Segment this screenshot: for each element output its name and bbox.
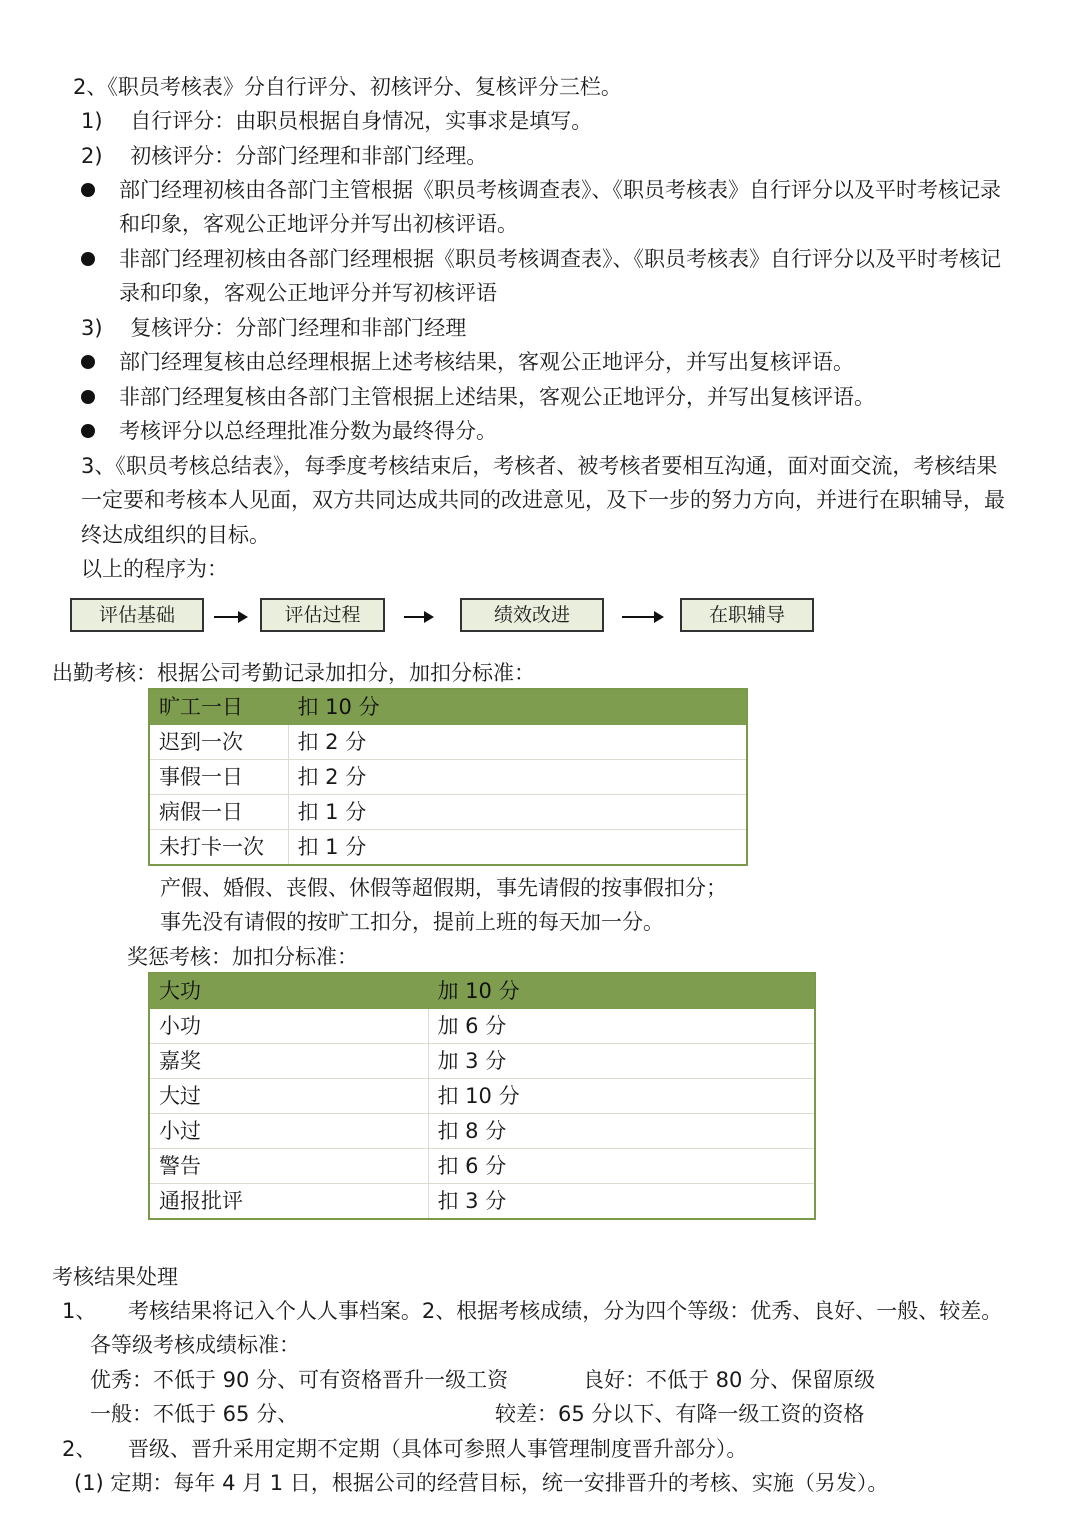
table-row bbox=[149, 760, 747, 795]
table-cell: 大过 bbox=[149, 1079, 428, 1114]
table-cell: 未打卡一次 bbox=[149, 830, 288, 866]
bullet2-line2: 录和印象，客观公正地评分并写初核评语 bbox=[119, 281, 497, 305]
table-cell: 小过 bbox=[149, 1114, 428, 1149]
table-cell: 扣 6 分 bbox=[428, 1149, 815, 1184]
table-cell: 病假一日 bbox=[149, 795, 288, 830]
table-cell: 加 3 分 bbox=[428, 1044, 815, 1079]
results-line6: (1) 定期：每年 4 月 1 日，根据公司的经营目标，统一安排晋升的考核、实施（另发）。 bbox=[74, 1471, 889, 1495]
reward-title: 奖惩考核：加扣分标准： bbox=[127, 945, 358, 969]
table-cell: 扣 2 分 bbox=[288, 725, 747, 760]
bullet-icon bbox=[81, 252, 95, 266]
arrow-right-icon bbox=[622, 616, 656, 618]
procedure-label: 以上的程序为： bbox=[81, 557, 228, 581]
grade-good: 良好：不低于 80 分、保留原级 bbox=[583, 1368, 876, 1392]
table-cell: 扣 10 分 bbox=[288, 689, 747, 725]
reward-table bbox=[148, 972, 816, 1220]
results-line5: 2、 晋级、晋升采用定期不定期（具体可参照人事管理制度晋升部分）。 bbox=[62, 1437, 748, 1461]
grade-poor: 较差：65 分以下、有降一级工资的资格 bbox=[495, 1402, 865, 1426]
table-cell: 扣 1 分 bbox=[288, 795, 747, 830]
section2-item-3: 3) 复核评分：分部门经理和非部门经理 bbox=[81, 316, 467, 340]
table-cell: 加 6 分 bbox=[428, 1009, 815, 1044]
table-cell: 扣 2 分 bbox=[288, 760, 747, 795]
section3-line3: 终达成组织的目标。 bbox=[81, 523, 270, 547]
flow-step-4: 在职辅导 bbox=[680, 598, 814, 632]
table-row bbox=[149, 1079, 815, 1114]
table-cell: 大功 bbox=[149, 973, 428, 1009]
section2-title: 2、《职员考核表》分自行评分、初核评分、复核评分三栏。 bbox=[73, 75, 622, 99]
table-row bbox=[149, 1149, 815, 1184]
table-row bbox=[149, 795, 747, 830]
results-title: 考核结果处理 bbox=[52, 1265, 178, 1289]
table-cell: 事假一日 bbox=[149, 760, 288, 795]
table-row bbox=[149, 1009, 815, 1044]
bullet2-line1: 非部门经理初核由各部门经理根据《职员考核调查表》、《职员考核表》自行评分以及平时考核记 bbox=[119, 247, 1001, 271]
arrow-right-icon bbox=[404, 616, 426, 618]
table-cell: 加 10 分 bbox=[428, 973, 815, 1009]
attendance-title: 出勤考核：根据公司考勤记录加扣分，加扣分标准： bbox=[52, 661, 535, 685]
flow-step-3: 绩效改进 bbox=[460, 598, 604, 632]
table-row bbox=[149, 725, 747, 760]
bullet1-line2: 和印象，客观公正地评分并写出初核评语。 bbox=[119, 212, 518, 236]
table-cell: 扣 3 分 bbox=[428, 1184, 815, 1220]
section3-line1: 3、《职员考核总结表》，每季度考核结束后，考核者、被考核者要相互沟通，面对面交流，考核结果 bbox=[81, 454, 998, 478]
attendance-table bbox=[148, 688, 748, 866]
table-cell: 迟到一次 bbox=[149, 725, 288, 760]
bullet3: 部门经理复核由总经理根据上述考核结果，客观公正地评分，并写出复核评语。 bbox=[119, 350, 854, 374]
table-row bbox=[149, 1184, 815, 1220]
table-row bbox=[149, 689, 747, 725]
table-cell: 嘉奖 bbox=[149, 1044, 428, 1079]
bullet1-line1: 部门经理初核由各部门主管根据《职员考核调查表》、《职员考核表》自行评分以及平时考核记录 bbox=[119, 178, 1001, 202]
attendance-note-1: 产假、婚假、丧假、休假等超假期，事先请假的按事假扣分； bbox=[160, 876, 727, 900]
attendance-note-2: 事先没有请假的按旷工扣分，提前上班的每天加一分。 bbox=[160, 910, 664, 934]
table-cell: 旷工一日 bbox=[149, 689, 288, 725]
grade-excellent: 优秀：不低于 90 分、可有资格晋升一级工资 bbox=[90, 1368, 509, 1392]
flow-step-2: 评估过程 bbox=[260, 598, 385, 632]
bullet5: 考核评分以总经理批准分数为最终得分。 bbox=[119, 419, 497, 443]
bullet-icon bbox=[81, 424, 95, 438]
flow-step-1: 评估基础 bbox=[70, 598, 204, 632]
table-row bbox=[149, 1044, 815, 1079]
bullet4: 非部门经理复核由各部门主管根据上述结果，客观公正地评分，并写出复核评语。 bbox=[119, 385, 875, 409]
table-row bbox=[149, 973, 815, 1009]
table-cell: 警告 bbox=[149, 1149, 428, 1184]
bullet-icon bbox=[81, 390, 95, 404]
table-cell: 通报批评 bbox=[149, 1184, 428, 1220]
section2-item-2: 2) 初核评分：分部门经理和非部门经理。 bbox=[81, 144, 488, 168]
arrow-right-icon bbox=[214, 616, 240, 618]
results-line1: 1、 考核结果将记入个人人事档案。2、根据考核成绩，分为四个等级：优秀、良好、一般、较差。 bbox=[62, 1299, 1003, 1323]
grade-average: 一般：不低于 65 分、 bbox=[90, 1402, 299, 1426]
section2-item-1: 1) 自行评分：由职员根据自身情况，实事求是填写。 bbox=[81, 109, 593, 133]
bullet-icon bbox=[81, 183, 95, 197]
table-row bbox=[149, 830, 747, 866]
table-cell: 小功 bbox=[149, 1009, 428, 1044]
results-line2: 各等级考核成绩标准： bbox=[90, 1333, 300, 1357]
section3-line2: 一定要和考核本人见面，双方共同达成共同的改进意见，及下一步的努力方向，并进行在职辅导，最 bbox=[81, 488, 1005, 512]
bullet-icon bbox=[81, 355, 95, 369]
table-cell: 扣 1 分 bbox=[288, 830, 747, 866]
table-cell: 扣 10 分 bbox=[428, 1079, 815, 1114]
table-cell: 扣 8 分 bbox=[428, 1114, 815, 1149]
table-row bbox=[149, 1114, 815, 1149]
